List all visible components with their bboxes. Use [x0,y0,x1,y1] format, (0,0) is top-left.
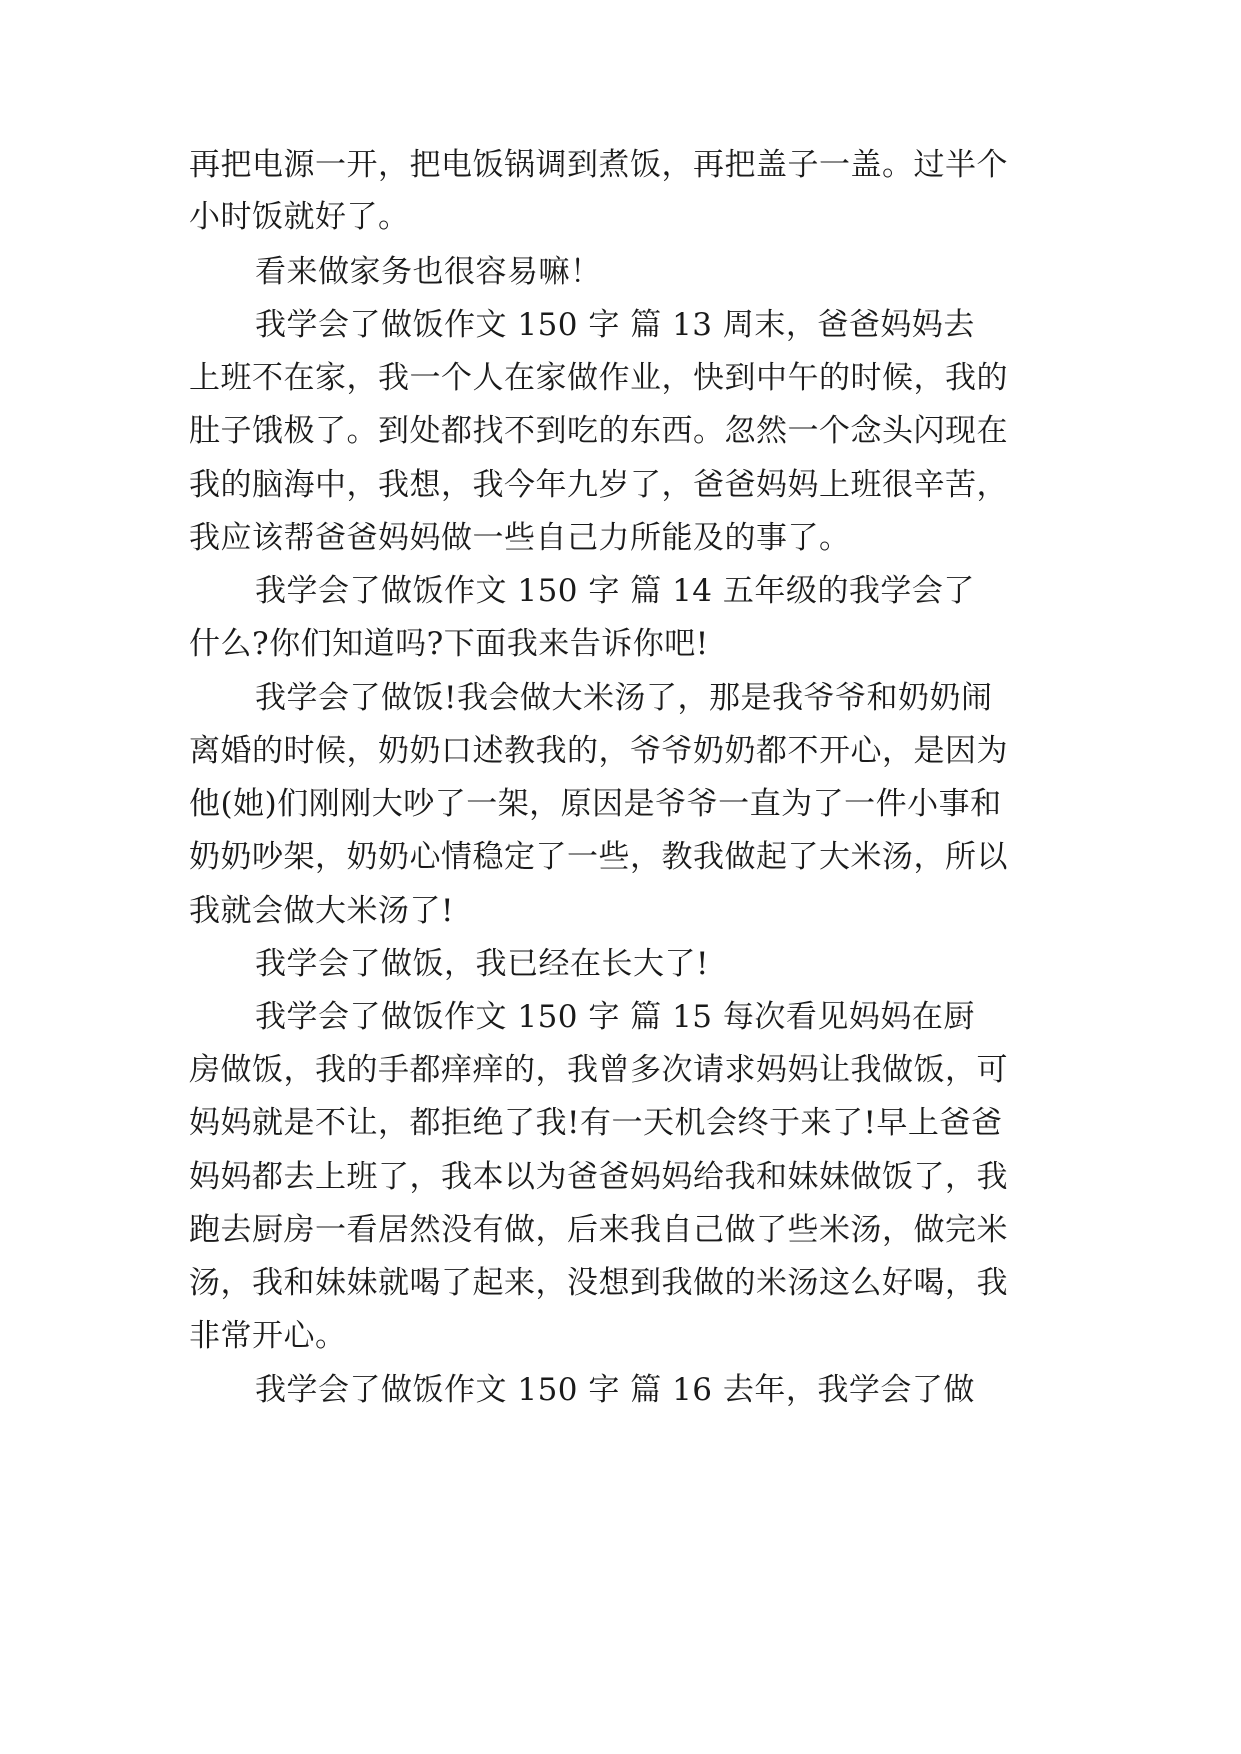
text-line-16: 我学会了做饭，我已经在长大了! [255,946,709,982]
text-line-12: 离婚的时候，奶奶口述教我的，爷爷奶奶都不开心，是因为 [189,733,1008,769]
text-line-3: 看来做家务也很容易嘛！ [255,254,602,290]
text-line-11: 我学会了做饭!我会做大米汤了，那是我爷爷和奶奶闹 [255,680,993,716]
text-line-14: 奶奶吵架，奶奶心情稳定了一些，教我做起了大米汤，所以 [189,839,1008,875]
text-line-8: 我应该帮爸爸妈妈做一些自己力所能及的事了。 [189,520,851,556]
section-heading-14: 我学会了做饭作文 150 字 篇 14 五年级的我学会了 [255,573,975,609]
text-line-13: 他(她)们刚刚大吵了一架，原因是爷爷一直为了一件小事和 [189,786,1002,822]
text-line-2: 小时饭就好了。 [189,199,410,235]
text-line-6: 肚子饿极了。到处都找不到吃的东西。忽然一个念头闪现在 [189,413,1008,449]
text-line-10: 什么?你们知道吗?下面我来告诉你吧! [189,626,709,662]
text-line-5: 上班不在家，我一个人在家做作业，快到中午的时候，我的 [189,360,1008,396]
text-line-1: 再把电源一开，把电饭锅调到煮饭，再把盖子一盖。过半个 [189,147,1008,183]
section-heading-13: 我学会了做饭作文 150 字 篇 13 周末，爸爸妈妈去 [255,307,975,343]
text-line-20: 妈妈都去上班了，我本以为爸爸妈妈给我和妹妹做饭了，我 [189,1159,1008,1195]
section-heading-16: 我学会了做饭作文 150 字 篇 16 去年，我学会了做 [255,1372,975,1408]
text-line-22: 汤，我和妹妹就喝了起来，没想到我做的米汤这么好喝，我 [189,1265,1008,1301]
text-line-7: 我的脑海中，我想，我今年九岁了，爸爸妈妈上班很辛苦， [189,467,1008,503]
text-line-18: 房做饭，我的手都痒痒的，我曾多次请求妈妈让我做饭，可 [189,1052,1008,1088]
text-line-19: 妈妈就是不让，都拒绝了我!有一天机会终于来了!早上爸爸 [189,1105,1003,1141]
text-line-23: 非常开心。 [189,1318,347,1354]
text-line-21: 跑去厨房一看居然没有做，后来我自己做了些米汤，做完米 [189,1212,1008,1248]
text-line-15: 我就会做大米汤了! [189,893,454,929]
section-heading-15: 我学会了做饭作文 150 字 篇 15 每次看见妈妈在厨 [255,999,975,1035]
